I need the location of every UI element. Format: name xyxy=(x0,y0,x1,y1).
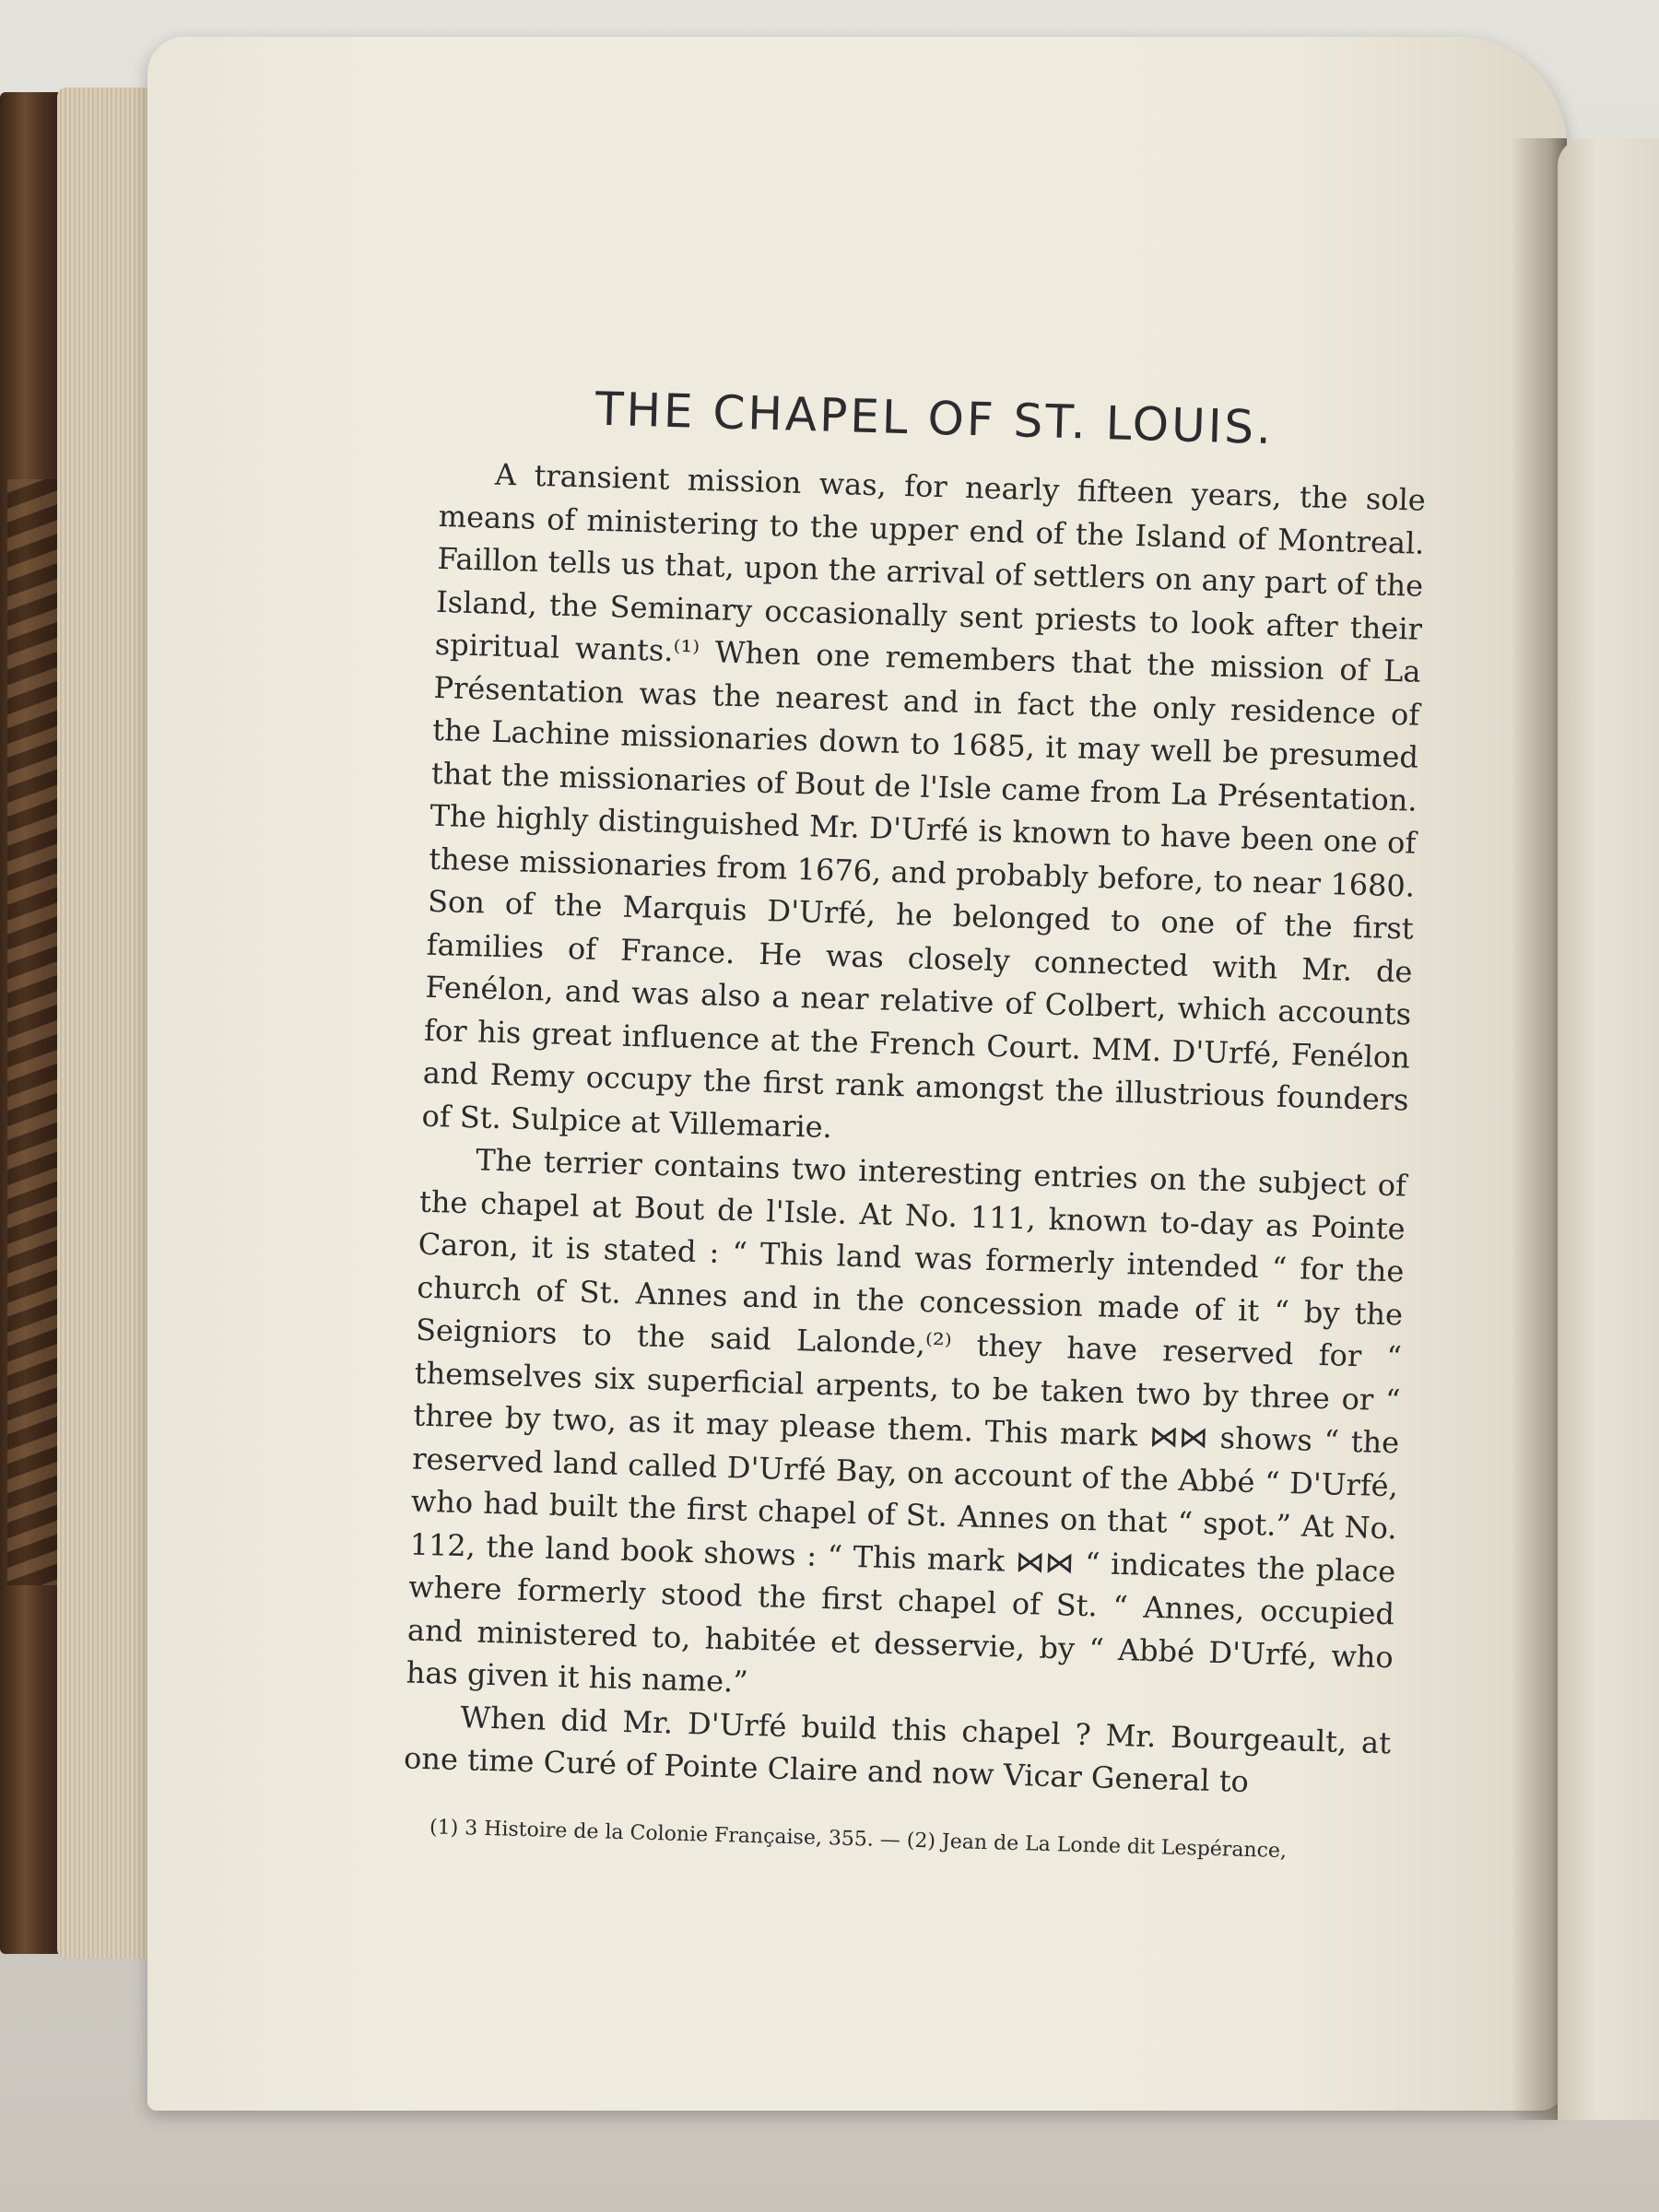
paragraph-1: A transient mission was, for nearly fifteen years, the sole means of ministering to the upper end of the Island of Montreal. Faillon tells us that, upon the arrival of settlers on any part of the Island, the Seminary occasionally sent priests to look after their spiritual wants.⁽¹⁾ When one remembers that the mission of La Présentation was the nearest and in fact the only residence of the Lachine missionaries down to 1685, it may well be presumed that the missionaries of Bout de l'Isle came from La Présentation. The highly distinguished Mr. D'Urfé is known to have been one of these missionaries from 1676, and probably before, to near 1680. Son of the Marquis D'Urfé, he belonged to one of the first families of France. He was closely connected with Mr. de Fenélon, and was also a near relative of Colbert, which accounts for his great influence at the French Court. MM. D'Urfé, Fenélon and Remy occupy the first rank amongst the illustrious founders of St. Sulpice at Villemarie. xyxy=(421,456,1427,1145)
paragraph-3: When did Mr. D'Urfé build this chapel ? Mr. Bourgeault, at one time Curé of Pointe Claire and now Vicar General to xyxy=(403,1699,1392,1800)
page-title: THE CHAPEL OF ST. LOUIS. xyxy=(594,382,1275,455)
page-content xyxy=(399,378,1429,1971)
footnotes: (1) 3 Histoire de la Colonie Française, 355. — (2) Jean de La Londe dit Lespérance, xyxy=(429,1815,1288,1863)
body-text xyxy=(404,452,1427,1807)
paragraph-2: The terrier contains two interesting entries on the subject of the chapel at Bout de l'Isle. At No. 111, known to-day as Pointe Caron, it is stated : “ This land was formerly intended “ for the church of St. Annes and in the concession made of it “ by the Seigniors to the said Lalonde,⁽²⁾ they have reserved for “ themselves six superficial arpents, to be taken two by three or “ three by two, as it may please them. This mark ⋈⋈ shows “ the reserved land called D'Urfé Bay, on account of the Abbé “ D'Urfé, who had built the first chapel of St. Annes on that “ spot.” At No. 112, the land book shows : “ This mark ⋈⋈ “ indicates the place where formerly stood the first chapel of St. “ Annes, occupied and ministered to, habitée et desservie, by “ Abbé D'Urfé, who has given it his name.” xyxy=(406,1142,1407,1700)
facing-page-edge xyxy=(1558,138,1659,2120)
